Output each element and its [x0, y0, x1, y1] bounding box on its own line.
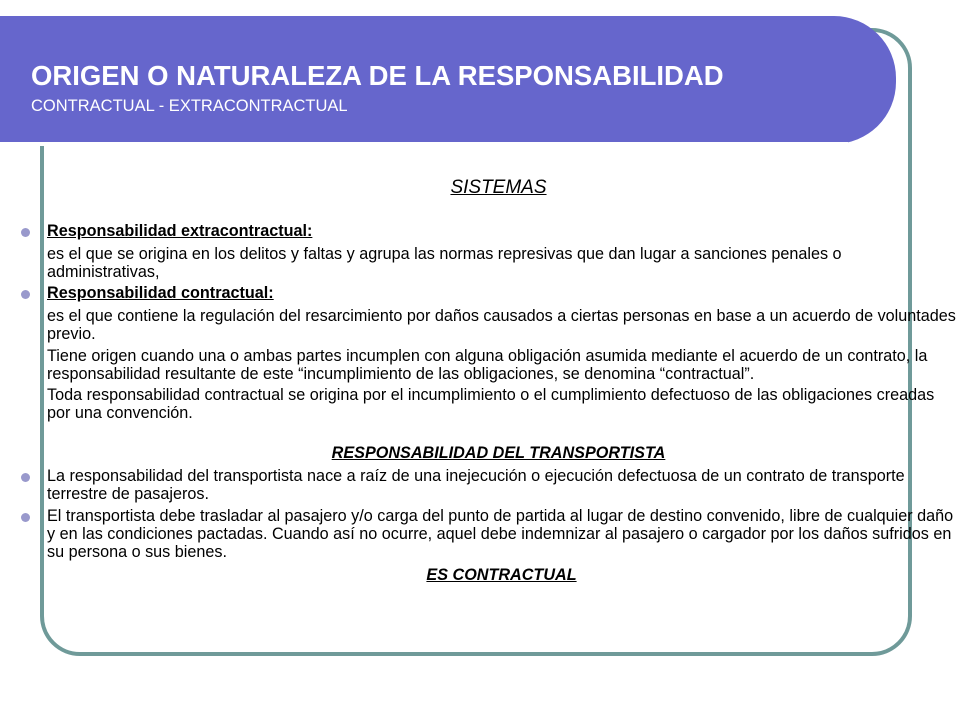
transportista-text: El transportista debe trasladar al pasajero y/o carga del punto de partida al lugar de destino convenido, libre de cualquier daño y en las condiciones pactadas. Cuando así no ocurre, aquel debe indemnizar al pasajero o cargador por los daños sufridos en su persona o sus bienes. [47, 507, 954, 562]
bullet-transportista [21, 508, 956, 561]
extracontractual-text: es el que se origina en los delitos y faltas y agrupa las normas represivas que dan lugar a sanciones penales o administrativas, [47, 244, 842, 281]
bullet-dot-icon [21, 513, 30, 522]
transportista-text: La responsabilidad del transportista nace a raíz de una inejecución o ejecución defectuosa de un contrato de transporte terrestre de pasajeros. [47, 466, 905, 503]
slide-title: ORIGEN O NATURALEZA DE LA RESPONSABILIDAD [31, 60, 724, 91]
bullet-contractual [21, 285, 956, 303]
bullet-dot-icon [21, 290, 30, 299]
bullet-extracontractual [21, 223, 956, 241]
slide-body [21, 178, 956, 585]
title-underline [0, 142, 848, 146]
transportista-heading: RESPONSABILIDAD DEL TRANSPORTISTA [331, 444, 666, 463]
contractual-label: Responsabilidad contractual: [47, 284, 274, 303]
contractual-paragraph: Tiene origen cuando una o ambas partes incumplen con alguna obligación asumida mediante el acuerdo de un contrato, la responsabilidad resultante de este “incumplimiento de las obligaciones, se denomina “contractual”. [47, 346, 928, 383]
bullet-dot-icon [21, 228, 30, 237]
conclusion-text: ES CONTRACTUAL [426, 565, 577, 584]
bullet-dot-icon [21, 473, 30, 482]
sistemas-heading: SISTEMAS [450, 177, 547, 198]
slide-subtitle: CONTRACTUAL - EXTRACONTRACTUAL [31, 97, 348, 115]
extracontractual-label: Responsabilidad extracontractual: [47, 221, 313, 240]
contractual-paragraph: es el que contiene la regulación del resarcimiento por daños causados a ciertas personas en base a un acuerdo de voluntades previo. [47, 307, 956, 343]
bullet-transportista [21, 468, 956, 504]
title-bar [0, 16, 896, 144]
contractual-paragraph: Toda responsabilidad contractual se origina por el incumplimiento o el cumplimiento defectuoso de las obligaciones creadas por una convención. [47, 386, 935, 423]
